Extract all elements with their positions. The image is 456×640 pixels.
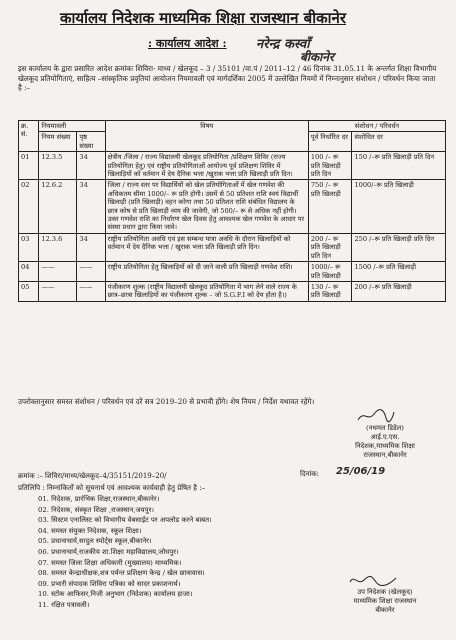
row-subject: राष्ट्रीय प्रतियोगिता हेतु खिलाड़ियों को दी जाने वाली प्रति खिलाड़ी गणवेश राशि। (105, 262, 308, 282)
row-previous-rate: 130 /– रू प्रति खिलाड़ी (308, 281, 352, 301)
row-previous-rate: 100 /– रू प्रति खिलाड़ी प्रति दिन (308, 152, 352, 180)
date-label: दिनांक: (300, 470, 319, 478)
list-item: 01. निदेशक, प्रारंभिक शिक्षा,राजस्थान,बीकानेर। (38, 495, 160, 503)
header-sn: क्र. सं. (19, 121, 39, 152)
row-sn: 04 (19, 262, 39, 282)
signatory-director (330, 408, 440, 460)
reference-number: क्रमांक :– शिविरा/माध्य/खेलकूद–4/35151/2019–20/ (18, 472, 167, 480)
row-revised-rate: 250 /–रू प्रति खिलाड़ी प्रति दिन (352, 233, 446, 261)
signatory-place: बीकानेर (375, 606, 395, 614)
table-row (19, 262, 446, 282)
row-rule: 12.3.5 (39, 152, 77, 180)
row-rule: —— (39, 281, 77, 301)
order-heading: : कार्यालय आदेश : (148, 37, 227, 50)
row-sn: 01 (19, 152, 39, 180)
header-revision: संशोधन / परिवर्धन (308, 121, 445, 132)
copy-to-list (28, 494, 212, 611)
signatory-service: आई.ए.एस. (370, 433, 400, 441)
list-item: 02. निदेशक, संस्कृत शिक्षा ,राजस्थान,जयपुर। (38, 505, 155, 514)
row-page: —— (77, 281, 105, 301)
handwritten-name: नरेन्द्र कस्वाँ (256, 37, 310, 52)
list-item: 09. प्रभारी संपादक शिविरा पत्रिका को सादर प्रकाशनार्थ। (38, 579, 181, 588)
row-page: 34 (77, 152, 105, 180)
row-subject: क्षेत्रीय /जिला / राज्य विद्यालयी खेलकूद प्रतियोगिता /प्रशिक्षण शिविर (राज्य प्रतियोगिता हेतु) एवं राष्ट्रीय प्रतियोगिताओं आयोज्य पूर्व प्रशिक्षण शिविर में खिलाड़ियों को वर्तमान में देय दैनिक भत्ता /खुराक भत्ता प्रति खिलाड़ी प्रति दिन। (105, 152, 308, 180)
table-row (19, 152, 446, 180)
signatory-office: निदेशक,माध्यमिक शिक्षा (355, 442, 415, 450)
row-sn: 05 (19, 281, 39, 301)
header-revised-rate: संशोधित दर (352, 132, 446, 152)
signatory-name: (नथमल डिडेल) (366, 424, 404, 432)
revision-table (18, 120, 446, 302)
table-row (19, 180, 446, 233)
row-previous-rate: 750 /– रू प्रति खिलाड़ी (308, 180, 352, 233)
list-item: 08. समस्त केन्द्राधीक्षक,शत्र पर्यन्त प्रशिक्षण केन्द्र / खेल छात्रावास। (38, 569, 205, 578)
office-title: कार्यालय निदेशक माध्यमिक शिक्षा राजस्थान बीकानेर (60, 9, 346, 27)
row-sn: 03 (19, 233, 39, 261)
header-rule-no: नियम संख्या (39, 132, 77, 152)
row-rule: 12.6.2 (39, 180, 77, 233)
row-page: 34 (77, 180, 105, 233)
header-page-no: पृष्ठ संख्या (77, 132, 105, 152)
row-revised-rate: 1000/–रू प्रति खिलाड़ी (352, 180, 446, 233)
header-rules: नियमावली (39, 121, 105, 132)
row-revised-rate: 200 /–रू प्रति खिलाड़ी (352, 281, 446, 301)
list-item: 04. समस्त संयुक्त निदेशक, स्कूल शिक्षा। (38, 526, 142, 535)
row-revised-rate: 1500 /–रू प्रति खिलाड़ी (352, 262, 446, 282)
closing-paragraph: उपरोक्तानुसार समस्त संशोधन / परिवर्धन एवं दरें सत्र 2019–20 से प्रभावी होंगे। शेष नियम / निर्देश यथावत रहेंगे। (18, 397, 315, 406)
row-revised-rate: 150 /–रू प्रति खिलाड़ी प्रति दिन (352, 152, 446, 180)
header-subject: विषय (105, 121, 308, 152)
header-previous-rate: पूर्व निर्धारित दर (308, 132, 352, 152)
handwritten-place: बीकानेर (300, 50, 334, 64)
copy-to-heading: प्रतिलिपि : निम्नांकितों को सूचनार्थ एवं आवश्यक कार्यवाही हेतु प्रेषित है :– (18, 484, 206, 492)
row-page: 34 (77, 233, 105, 261)
list-item: 11. रक्षित पत्रावली। (38, 600, 90, 609)
row-previous-rate: 1000/– रू प्रति खिलाड़ी (308, 262, 352, 282)
list-item: 05. प्रधानाचार्य,सादुल स्पोर्ट्स स्कूल,बीकानेर। (38, 537, 152, 546)
signatory-office: माध्यमिक शिक्षा राजस्थान (353, 597, 417, 605)
signatory-deputy-director (330, 588, 440, 615)
intro-paragraph: इस कार्यालय के द्वारा प्रसारित आदेश क्रमांकः शिविरा- माध्य / खेलकूद – 3 / 35101 /वा.पं / 2011–12 / 46 दिनांक 31.05.11 के अन्तर्गत शिक्षा विभागीय खेलकूद प्रतियोगिताएं, साहित्य –सांस्कृतिक प्रवृतियां आयोजन नियमावली एवं मार्गदर्शिका 2005 में उल्लेखित नियमों में निम्नानुसार संशोधन / परिवर्धन किया जाता है :– (18, 64, 437, 93)
list-item: 10. स्टॉक आफिसर,निजी अनुभाग (निदेशक) कार्यालय हाजा। (38, 590, 193, 599)
signatory-designation: उप निदेशक (खेलकूद) (357, 588, 413, 596)
row-subject: जिला / राज्य स्तर पर विद्यार्थियों को खेल प्रतियोगिताओं में खेल गणवेश की अधिकतम सीमा 1000/– रू प्रति होगी। उसमें से 50 प्रतिशत राशि स्वयं विद्यार्थी खिलाड़ी (प्रति खिलाड़ी) वहन करेगा तथा 50 प्रतिशत राशि संबंधित विद्यालय के छात्र कोष से प्रति खिलाड़ी व्यय की जावेगी, जो 500/– रू से अधिक नहीं होगी। उक्त गणवेश राशि का निर्धारण खेल दिवस हेतु आवश्यक खेल गणवेश के आधार पर संस्था प्रधान द्वारा किया जावे। (105, 180, 308, 233)
date-value: 25/06/19 (336, 466, 386, 477)
signatory-place: राजस्थान,बीकानेर (363, 451, 407, 459)
row-page: —— (77, 262, 105, 282)
list-item: 03. सिस्टम एनालिस्ट को विभागीय वेबसाईट पर अपलोड करने बाबत। (38, 516, 212, 525)
row-rule: —— (39, 262, 77, 282)
row-sn: 02 (19, 180, 39, 233)
list-item: 07. समस्त जिला शिक्षा अधिकारी (मुख्यालय) माध्यमिक। (38, 558, 182, 567)
row-subject: राष्ट्रीय प्रतियोगिता अवधि एवं इस सम्बन्ध यात्रा अवधि के दौरान खिलाड़ियों को वर्तमान में देय दैनिक भत्ता / खुराक भत्ता प्रति खिलाड़ी प्रति दिन। (105, 233, 308, 261)
signature-scribble-icon (348, 572, 398, 588)
table-row (19, 233, 446, 261)
list-item: 06. प्रधानाचार्य,राजकीय शा.शिक्षा महाविद्यालय,जोधपुर। (38, 547, 179, 556)
row-rule: 12.3.6 (39, 233, 77, 261)
row-previous-rate: 200 /– रू प्रति खिलाड़ी प्रति दिन (308, 233, 352, 261)
row-subject: पंजीकरण शुल्क (राष्ट्रीय विद्यालयी खेलकूद प्रतियोगिता में भाग लेने वाले राज्य के छात्र–छात्रा खिलाड़ियों का पंजीकरण शुल्क – जो S.G.F.I को देय होता है।) (105, 281, 308, 301)
table-row (19, 281, 446, 301)
